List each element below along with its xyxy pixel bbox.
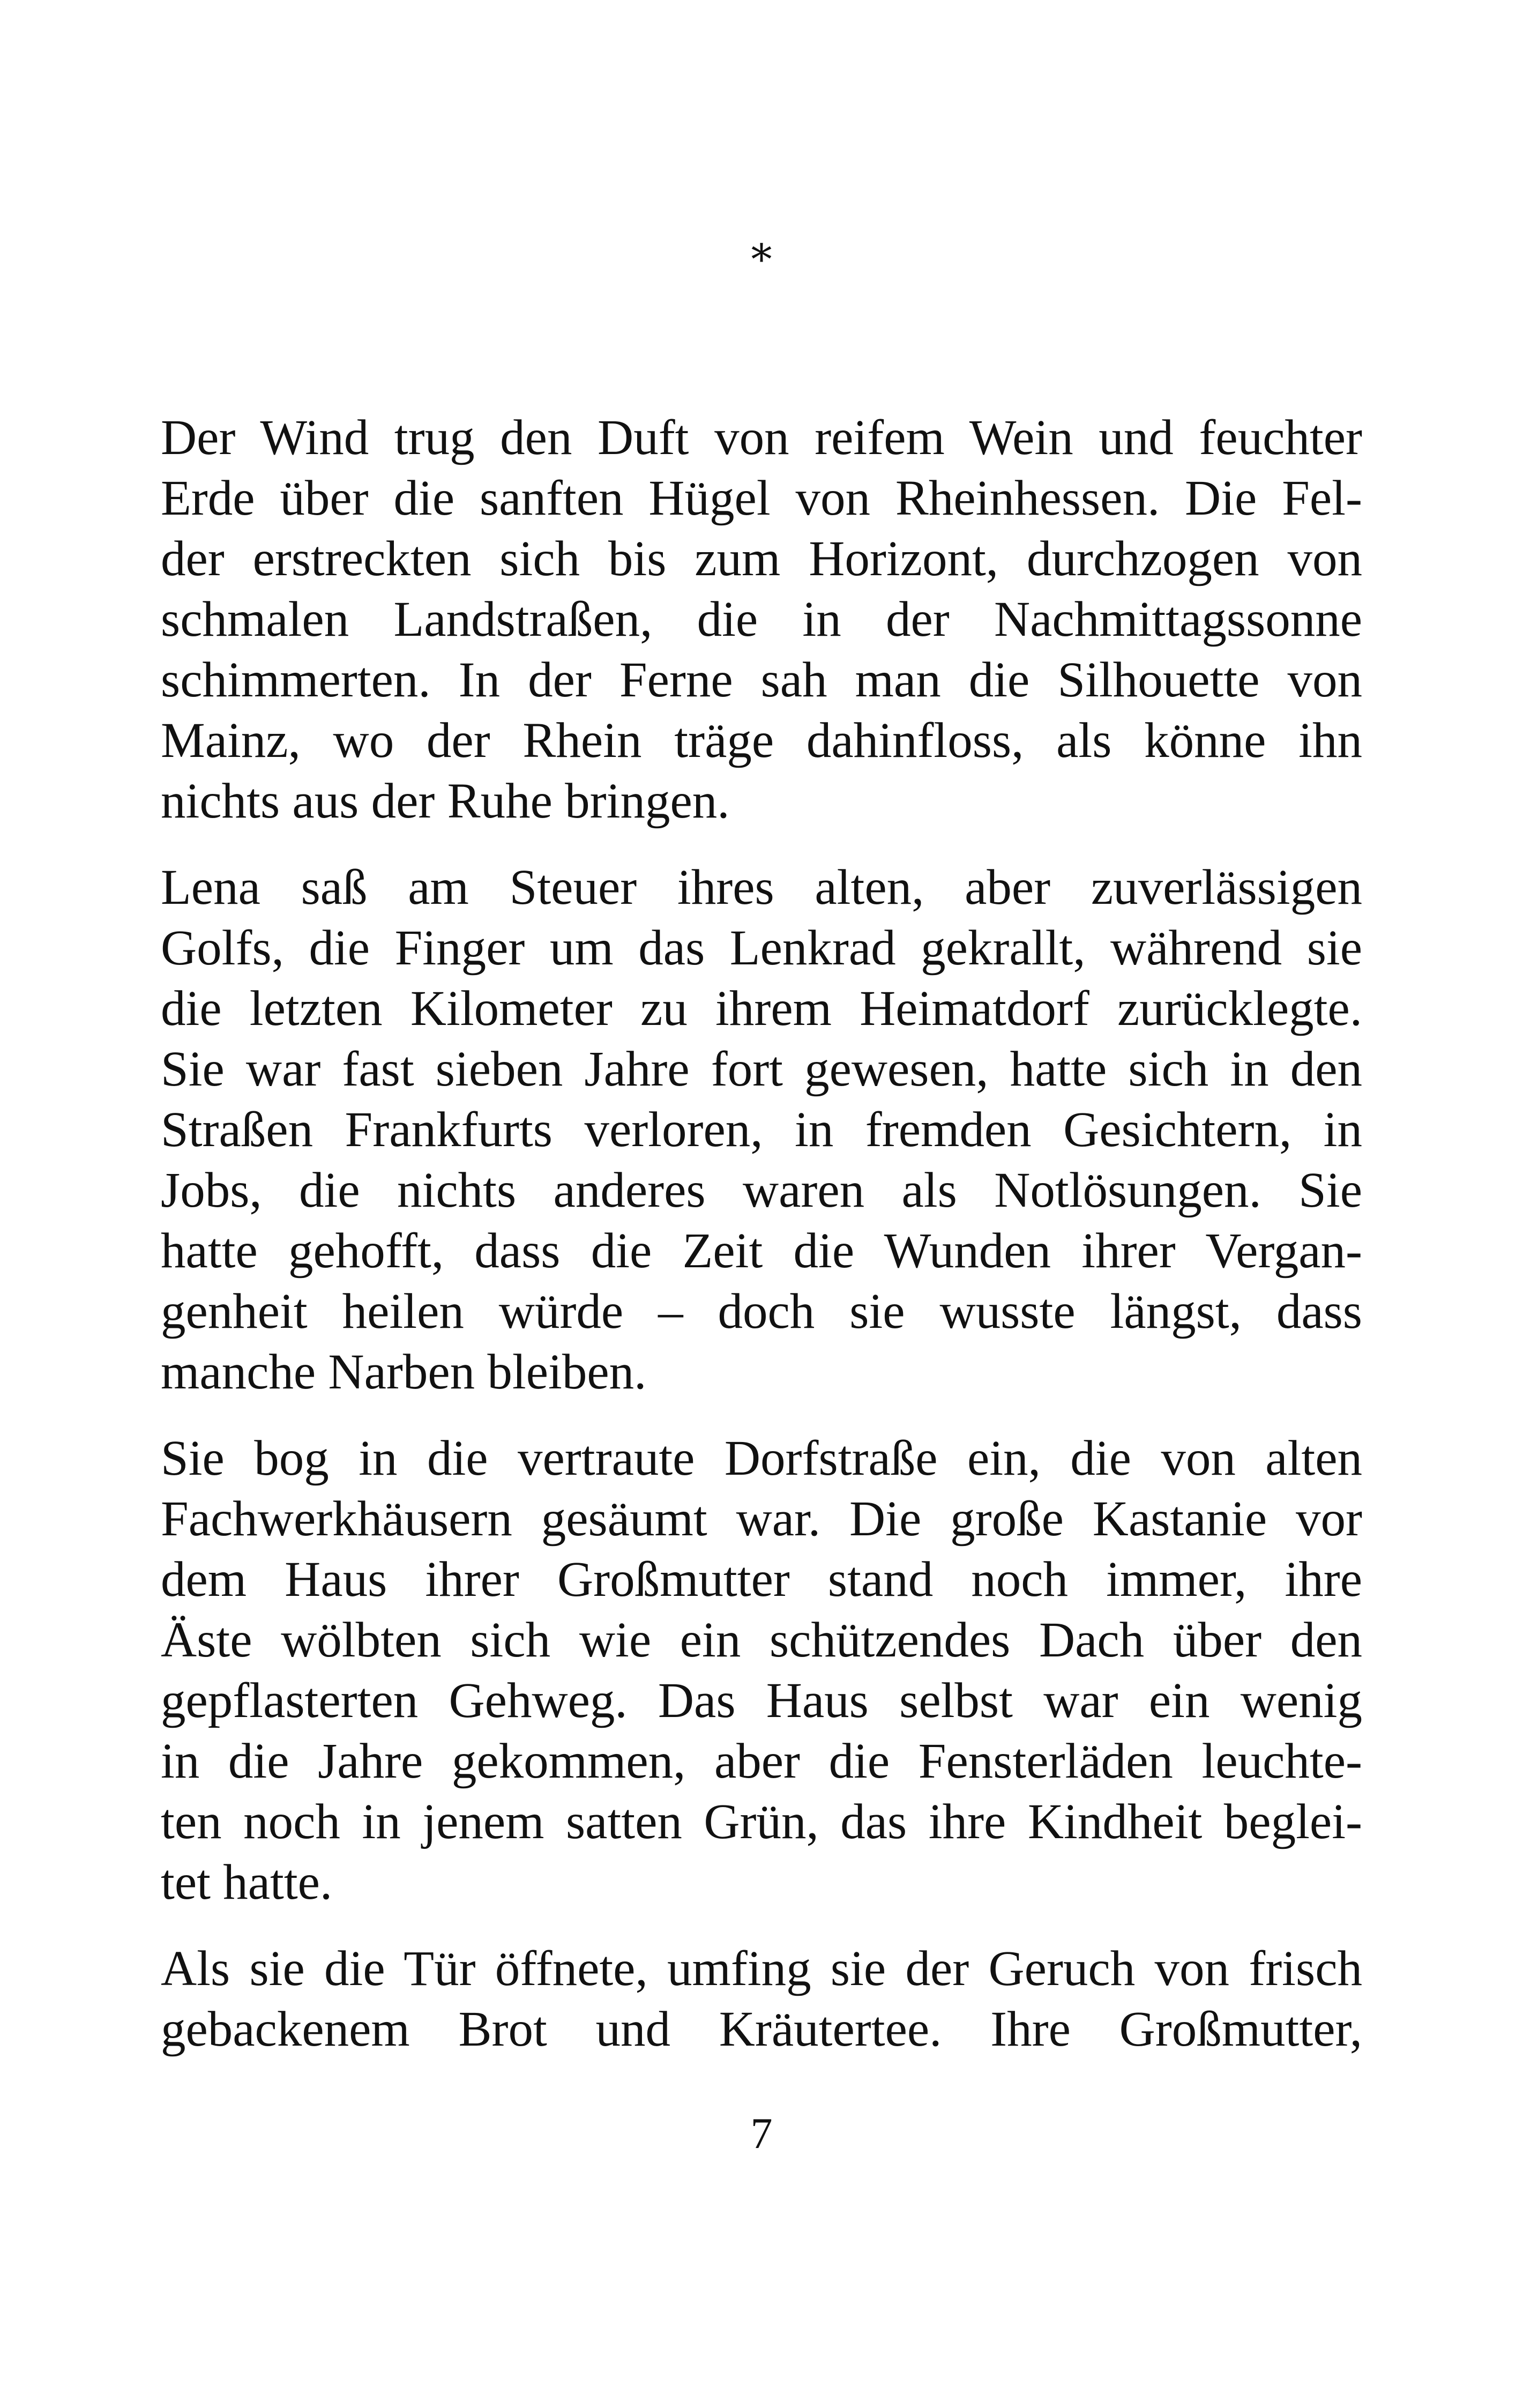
- text-line: ten noch in jenem satten Grün, das ihre Kindheit beglei-: [161, 1794, 1362, 1849]
- text-line: schimmerten. In der Ferne sah man die Silhouette von: [161, 652, 1362, 708]
- text-line: in die Jahre gekommen, aber die Fensterläden leuchte-: [161, 1734, 1362, 1789]
- text-line: genheit heilen würde – doch sie wusste längst, dass: [161, 1284, 1362, 1339]
- text-line: Sie war fast sieben Jahre fort gewesen, hatte sich in den: [161, 1042, 1362, 1097]
- text-line: Golfs, die Finger um das Lenkrad gekrallt, während sie: [161, 920, 1362, 976]
- text-line: Straßen Frankfurts verloren, in fremden Gesichtern, in: [161, 1102, 1362, 1157]
- text-line: Äste wölbten sich wie ein schützendes Dach über den: [161, 1612, 1362, 1668]
- text-line: tet hatte.: [161, 1855, 333, 1910]
- paragraph-1: [161, 407, 1362, 831]
- text-line: dem Haus ihrer Großmutter stand noch immer, ihre: [161, 1552, 1362, 1607]
- text-line: Fachwerkhäusern gesäumt war. Die große Kastanie vor: [161, 1491, 1362, 1547]
- page-number: 7: [750, 2109, 773, 2158]
- text-line: die letzten Kilometer zu ihrem Heimatdorf zurücklegte.: [161, 981, 1362, 1036]
- text-line: Jobs, die nichts anderes waren als Notlösungen. Sie: [161, 1163, 1362, 1218]
- text-line: Der Wind trug den Duft von reifem Wein und feuchter: [161, 410, 1362, 465]
- text-line: schmalen Landstraßen, die in der Nachmittagssonne: [161, 592, 1362, 647]
- paragraph-2: [161, 857, 1362, 1402]
- body-text: [161, 407, 1362, 2085]
- text-line: gebackenem Brot und Kräutertee. Ihre Großmutter,: [161, 2002, 1362, 2057]
- text-line: Mainz, wo der Rhein träge dahinfloss, als könne ihn: [161, 713, 1362, 768]
- text-line: nichts aus der Ruhe bringen.: [161, 774, 730, 829]
- text-line: manche Narben bleiben.: [161, 1344, 647, 1400]
- text-line: gepflasterten Gehweg. Das Haus selbst war ein wenig: [161, 1673, 1362, 1728]
- paragraph-4: [161, 1938, 1362, 2060]
- text-line: hatte gehofft, dass die Zeit die Wunden ihrer Vergan-: [161, 1223, 1362, 1279]
- text-line: Erde über die sanften Hügel von Rheinhessen. Die Fel-: [161, 471, 1362, 526]
- section-break-asterisk: *: [751, 236, 772, 284]
- text-line: Sie bog in die vertraute Dorfstraße ein, die von alten: [161, 1431, 1362, 1486]
- text-line: Lena saß am Steuer ihres alten, aber zuverlässigen: [161, 860, 1362, 915]
- text-line: der erstreckten sich bis zum Horizont, durchzogen von: [161, 531, 1362, 586]
- text-line: Als sie die Tür öffnete, umfing sie der Geruch von frisch: [161, 1941, 1362, 1996]
- paragraph-3: [161, 1428, 1362, 1913]
